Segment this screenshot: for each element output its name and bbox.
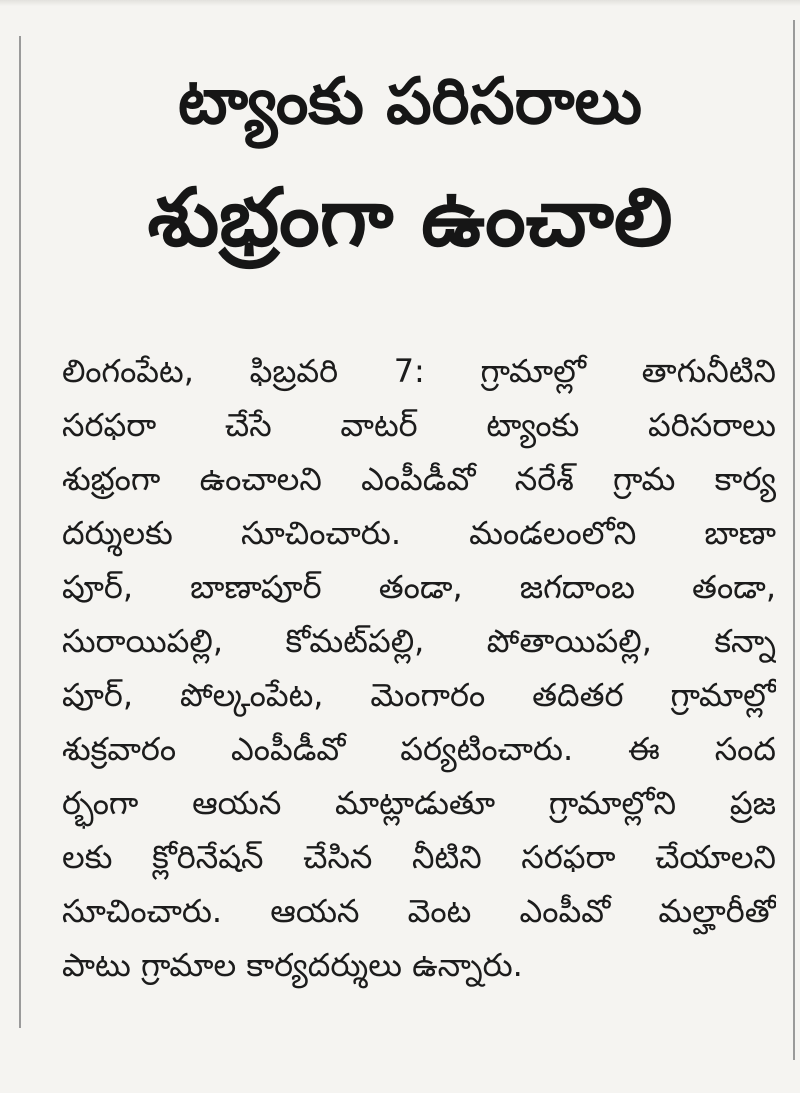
article-line: పూర్, పోల్కంపేట, మెంగారం తదితర గ్రామాల్లో [62,676,776,714]
article-line: పాటు గ్రామాల కార్యదర్శులు ఉన్నారు. [62,946,523,984]
article-line: లింగంపేట, ఫిబ్రవరి 7: గ్రామాల్లో తాగునీటిని [62,352,776,390]
top-border [0,0,800,6]
article-line: శుక్రవారం ఎంపీడీవో పర్యటించారు. ఈ సంద [62,730,776,768]
headline-line-1: ట్యాంకు పరిసరాలు [177,65,642,139]
article-line: ర్భంగా ఆయన మాట్లాడుతూ గ్రామాల్లోని ప్రజ [62,784,776,822]
article-body [62,344,776,992]
article-line: శుభ్రంగా ఉంచాలని ఎంపీడీవో నరేశ్ గ్రామ కార్య [62,460,776,498]
headline-line-2: శుభ్రంగా ఉంచాలి [147,171,673,264]
left-column-rule [19,36,21,1028]
article-line: సురాయిపల్లి, కోమట్‌పల్లి, పోతాయిపల్లి, కన్నా [62,622,776,660]
article-line: సూచించారు. ఆయన వెంట ఎంపీవో మల్హారీతో [62,892,776,930]
article-line: పూర్, బాణాపూర్ తండా, జగదాంబ తండా, [62,568,776,606]
right-column-rule [793,20,795,1060]
article-line: దర్శులకు సూచించారు. మండలంలోని బాణా [62,514,776,552]
article-line: లకు క్లోరినేషన్ చేసిన నీటిని సరఫరా చేయాలని [62,838,776,876]
article-line: సరఫరా చేసే వాటర్ ట్యాంకు పరిసరాలు [62,406,776,444]
